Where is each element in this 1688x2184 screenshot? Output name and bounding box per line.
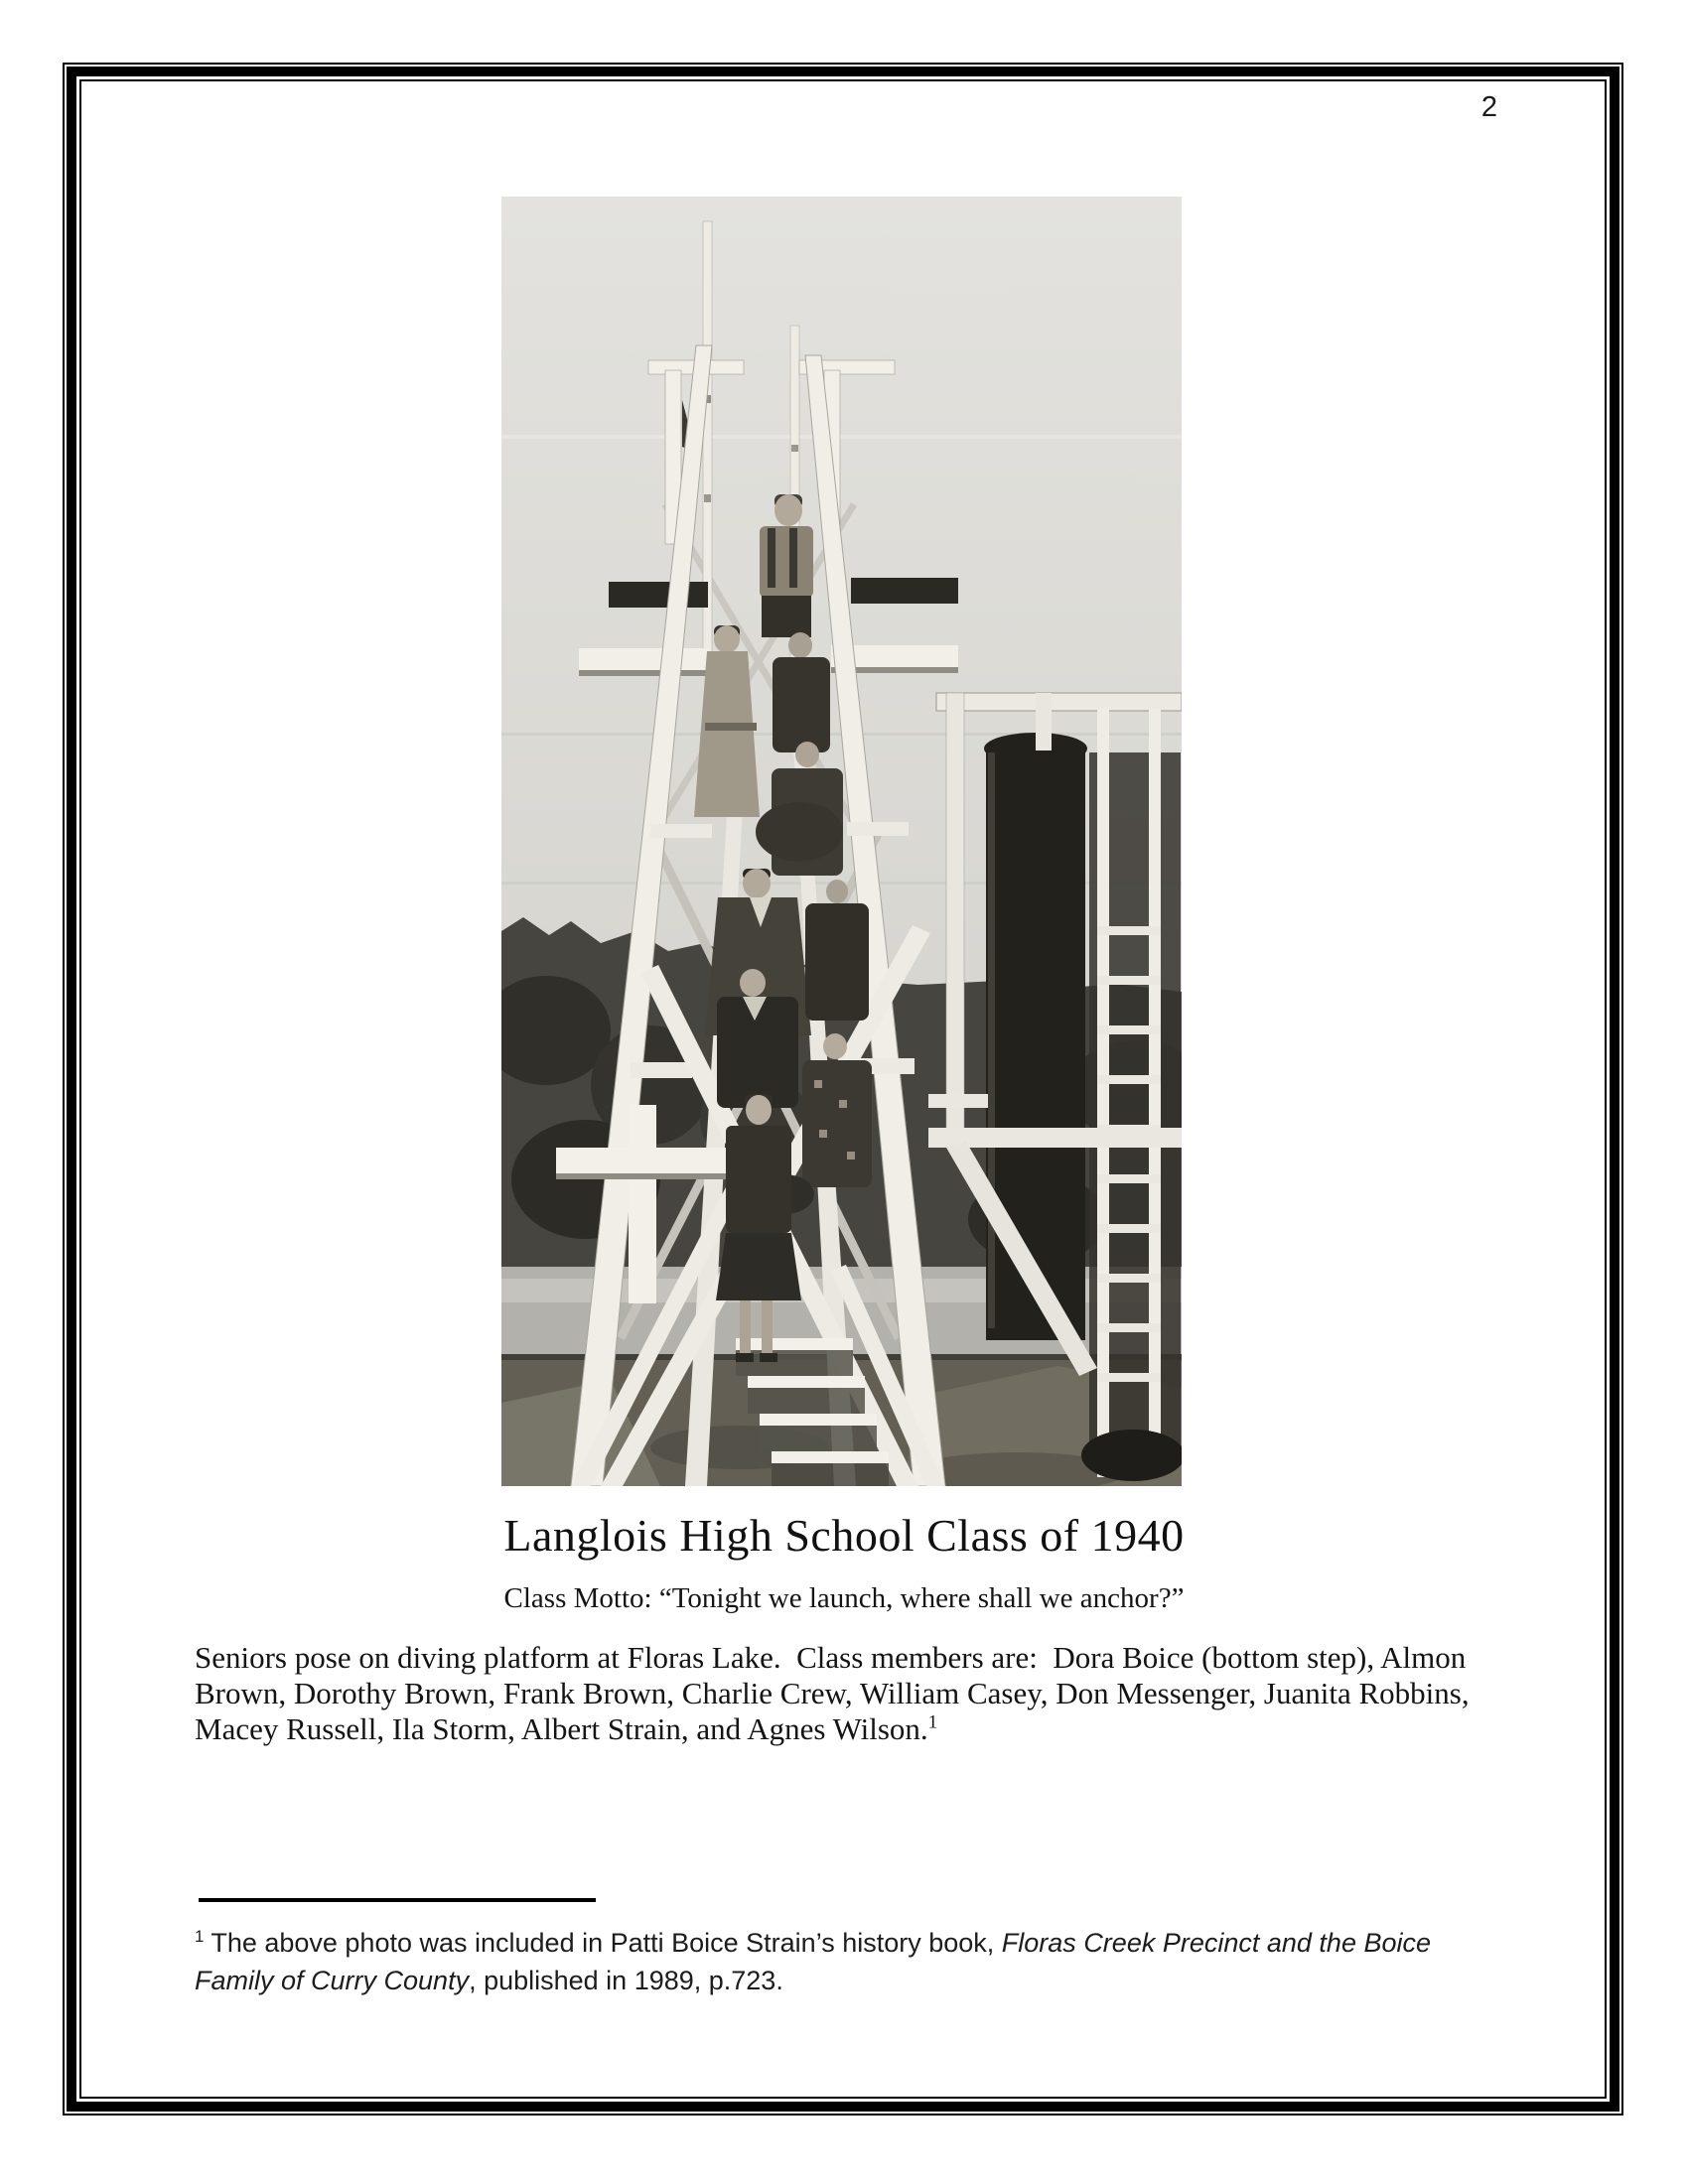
class-photo xyxy=(501,197,1182,1486)
body-text: Seniors pose on diving platform at Floras Lake. Class members are: Dora Boice (bottom step), Almon Brown, Dorothy Brown, Frank Brown, Charlie Crew, William Casey, Don Messenger, Juanita Robbins, Macey Russell, Ila Storm, Albert Strain, and Agnes Wilson. xyxy=(195,1640,1477,1746)
footnote-separator-rule xyxy=(199,1898,596,1902)
page-title: Langlois High School Class of 1940 xyxy=(503,1510,1185,1561)
footnote-book-title: Floras Creek Precinct and the Boice Family of Curry County xyxy=(195,1928,1431,1995)
footnote-marker: 1 xyxy=(195,1927,205,1946)
body-paragraph xyxy=(195,1640,1503,1747)
class-motto: Class Motto: “Tonight we launch, where shall we anchor?” xyxy=(503,1582,1185,1614)
footnote-text: The above photo was included in Patti Boice Strain’s history book, xyxy=(204,1928,1002,1958)
page-number: 2 xyxy=(1480,91,1497,123)
footnote-reference: 1 xyxy=(927,1711,938,1733)
class-photo-illustration xyxy=(501,197,1182,1486)
footnote-text-end: , published in 1989, p.723. xyxy=(469,1966,783,1995)
footnote xyxy=(195,1924,1515,1999)
